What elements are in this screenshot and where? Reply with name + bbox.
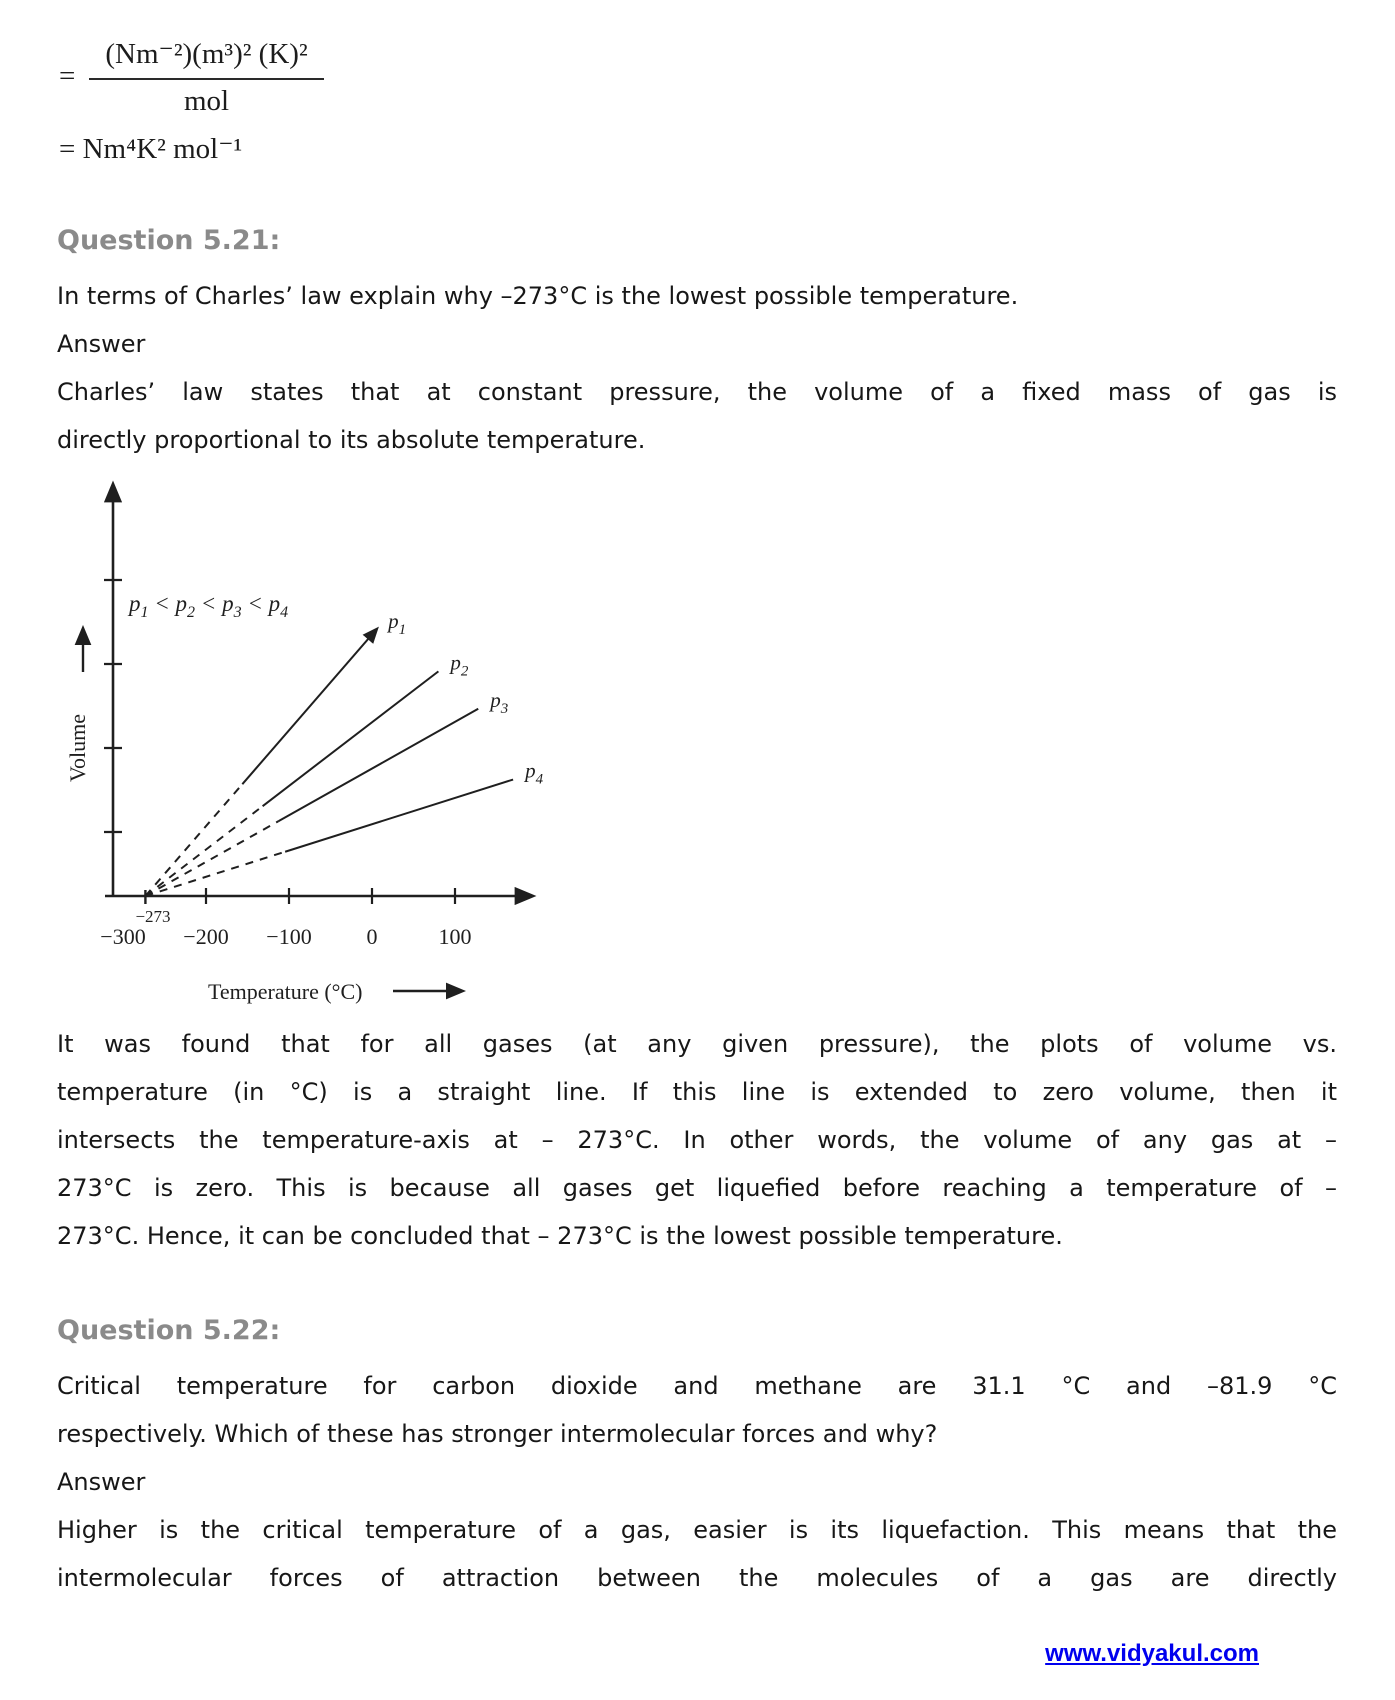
volume-temperature-chart <box>41 470 601 1015</box>
text-line: Answer <box>57 1468 146 1496</box>
y-axis-label: Volume <box>65 713 90 782</box>
formula-block <box>59 34 1337 166</box>
series-p4-dashed-segment <box>145 852 285 896</box>
text-line: intersects the temperature-axis at – 273°C. In other words, the volume of any gas at – <box>57 1126 1337 1154</box>
x-axis-tick-label: −200 <box>183 924 229 949</box>
explanation-paragraph <box>57 1020 1337 1260</box>
question-5-21-text <box>57 272 1337 320</box>
text-line: 273°C is zero. This is because all gases get liquefied before reaching a temperature of – <box>57 1174 1337 1202</box>
fraction <box>89 34 323 118</box>
series-p4-solid-segment <box>285 780 513 852</box>
critical-temperature-paragraph <box>57 1506 1337 1602</box>
pressure-order-annotation: $p_1 < p_2 < p_3 < p_4$ <box>129 591 289 621</box>
text-line: intermolecular forces of attraction between the molecules of a gas are directly <box>57 1564 1337 1592</box>
formula-fraction-row <box>59 34 1337 118</box>
answer-label-q21 <box>57 320 1337 368</box>
series-p3-label: $p_3$ <box>490 687 509 717</box>
x-axis-tick-label: −100 <box>266 924 312 949</box>
formula-result: = Nm⁴K² mol⁻¹ <box>59 133 243 165</box>
text-line: Charles’ law states that at constant pressure, the volume of a fixed mass of gas is <box>57 378 1337 406</box>
formula-numerator: (Nm⁻²)(m³)² (K)² <box>89 34 323 80</box>
series-p3-solid-segment <box>279 709 479 821</box>
x-axis-label: Temperature (°C) <box>208 979 363 1004</box>
formula-denominator: mol <box>183 85 230 117</box>
answer-label-q22 <box>57 1458 1337 1506</box>
vidyakul-footer-link[interactable]: www.vidyakul.com <box>1045 1640 1259 1667</box>
question-5-22-text <box>57 1362 1337 1458</box>
x-intercept-label: −273 <box>135 907 171 926</box>
series-p2-solid-segment <box>263 671 439 806</box>
text-line: Answer <box>57 330 146 358</box>
series-p1-label: $p_1$ <box>388 608 407 638</box>
x-axis-tick-label: −300 <box>100 924 146 949</box>
text-line: 273°C. Hence, it can be concluded that – 273°C is the lowest possible temperature. <box>57 1222 1063 1250</box>
x-axis-tick-label: 0 <box>366 924 378 949</box>
series-p2-dashed-segment <box>145 806 262 896</box>
series-p1-dashed-segment <box>145 784 242 896</box>
chart-area <box>41 470 1337 1018</box>
text-line: Higher is the critical temperature of a gas, easier is its liquefaction. This means that the <box>57 1516 1337 1544</box>
text-line: respectively. Which of these has stronger intermolecular forces and why? <box>57 1420 938 1448</box>
series-p3-dashed-segment <box>145 821 278 896</box>
text-line: In terms of Charles’ law explain why –273°C is the lowest possible temperature. <box>57 282 1019 310</box>
equals-sign: = <box>59 59 76 92</box>
text-line: directly proportional to its absolute temperature. <box>57 426 646 454</box>
question-5-22-heading: Question 5.22: <box>57 1315 281 1346</box>
question-5-21-heading: Question 5.21: <box>57 225 281 256</box>
text-line: It was found that for all gases (at any given pressure), the plots of volume vs. <box>57 1030 1337 1058</box>
charles-law-paragraph <box>57 368 1337 464</box>
x-axis-tick-label: 100 <box>438 924 472 949</box>
series-p4-label: $p_4$ <box>525 758 544 788</box>
series-p2-label: $p_2$ <box>450 650 469 680</box>
text-line: Critical temperature for carbon dioxide and methane are 31.1 °C and –81.9 °C <box>57 1372 1337 1400</box>
series-p1-solid-segment <box>242 630 376 784</box>
text-line: temperature (in °C) is a straight line. If this line is extended to zero volume, then it <box>57 1078 1337 1106</box>
